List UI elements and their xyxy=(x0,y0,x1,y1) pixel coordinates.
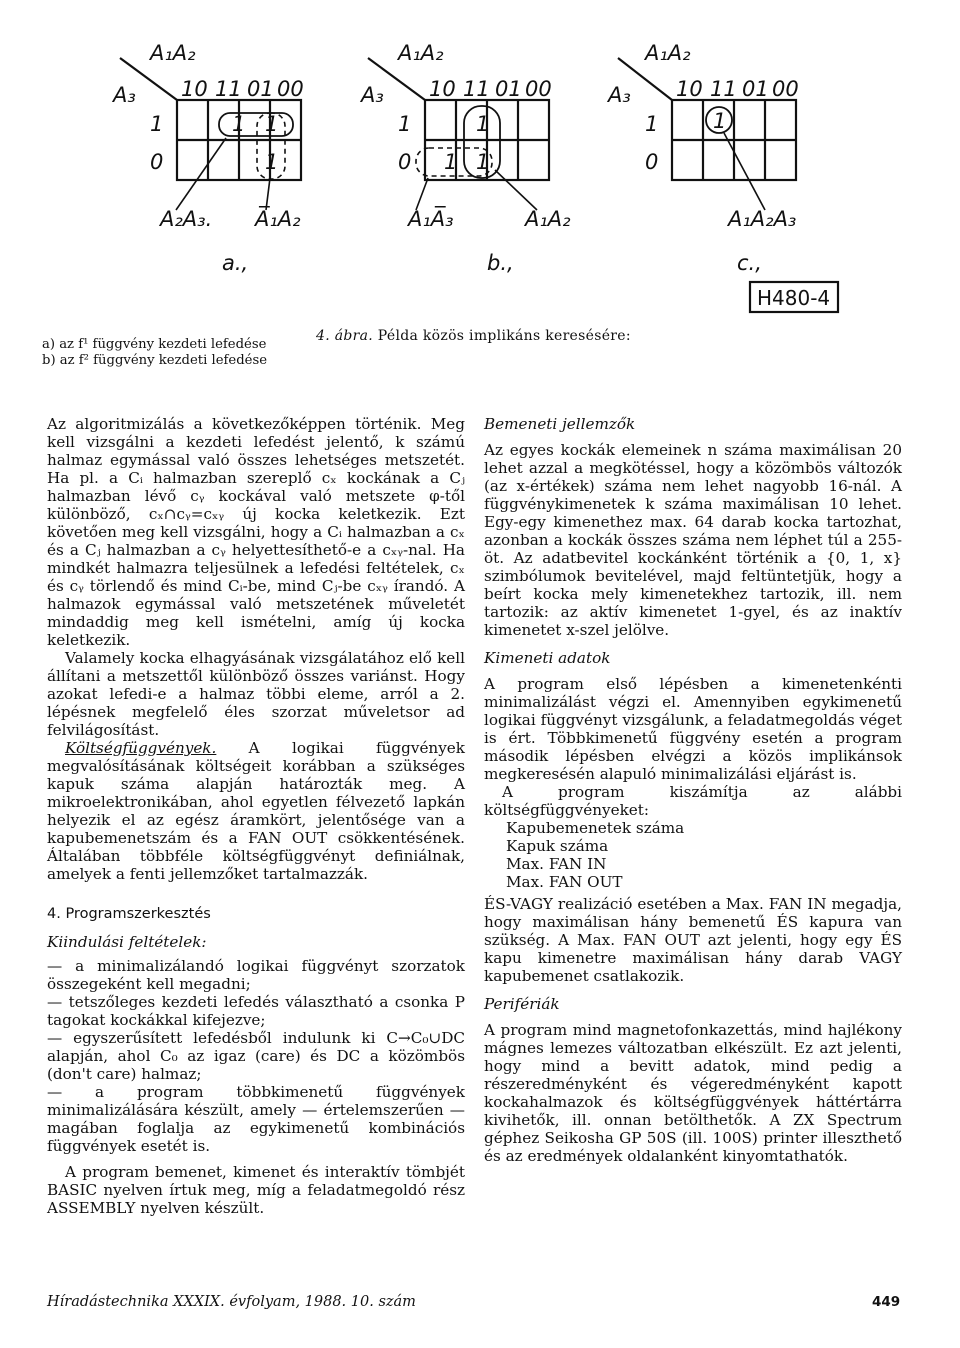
cell-one: 1 xyxy=(713,109,727,133)
bottom-label-b2: A₁A₂ xyxy=(525,207,571,231)
right-paragraph-3: A program kiszámítja az alábbi költségfüggvényeket: xyxy=(484,783,902,819)
cost-function-heading: Költségfüggvények. xyxy=(65,739,217,757)
bottom-label-b1: A₁A̅₃ xyxy=(408,207,454,231)
cost-item: Max. FAN IN xyxy=(506,855,607,873)
left-paragraph-4: A program bemenet, kimenet és interaktív tömbjét BASIC nyelven írtuk meg, míg a feladatmegoldó rész ASSEMBLY nyelven készült. xyxy=(47,1163,465,1217)
list-item: — a minimalizálandó logikai függvényt szorzatok összegeként kell megadni; xyxy=(47,957,465,993)
col-label: 01 xyxy=(742,77,769,101)
row-label: 1 xyxy=(398,112,412,136)
col-label: 11 xyxy=(215,77,242,101)
list-item: — a program többkimenetű függvények minimalizálására készült, amely — értelemszerűen — magában foglalja az egykimenetű kombinációs függvények esetét is. xyxy=(47,1083,465,1155)
side-var-a: A₃ xyxy=(113,83,136,107)
col-label: 00 xyxy=(772,77,799,101)
peripherals-heading: Perifériák xyxy=(484,995,560,1013)
journal-footer: Híradástechnika XXXIX. évfolyam, 1988. 10. szám xyxy=(47,1294,416,1310)
cell-one: 1 xyxy=(444,150,458,174)
row-label: 0 xyxy=(645,150,659,174)
output-heading: Kimeneti adatok xyxy=(484,649,611,667)
list-item: — egyszerűsített lefedésből indulunk ki C→C₀∪DC alapján, ahol C₀ az igaz (care) és DC a közömbös (don't care) halmaz; xyxy=(47,1029,465,1083)
bottom-label-a1: A₂A₃. xyxy=(160,207,213,231)
right-paragraph-4: ÉS-VAGY realizáció esetében a Max. FAN IN megadja, hogy maximálisan hány bemenetű ÉS kapura van szükség. A Max. FAN OUT azt jelenti, hogy egy ÉS kapu kimenetre maximálisan hány darab VAGY kapubemenet csatlakozik. xyxy=(484,895,902,985)
left-column xyxy=(47,415,465,1217)
cost-item: Max. FAN OUT xyxy=(506,873,623,891)
side-var-b: A₃ xyxy=(361,83,384,107)
cell-one: 1 xyxy=(265,150,279,174)
list-item: — tetszőleges kezdeti lefedés választható a csonka P tagokat kockákkal kifejezve; xyxy=(47,993,465,1029)
row-label: 1 xyxy=(645,112,659,136)
col-label: 10 xyxy=(181,77,208,101)
cell-one: 1 xyxy=(232,112,246,136)
col-label: 10 xyxy=(676,77,703,101)
top-var-b: A₁A₂ xyxy=(398,41,444,65)
figure-notes xyxy=(42,337,267,369)
left-paragraph-2: Valamely kocka elhagyásának vizsgálatához elő kell állítani a metszettől különböző összes variánst. Hogy azokat lefedi-e a halmaz többi eleme, arról a 2. lépésnek megfelelő éles szorzat műveletsor ad felvilágosítást. xyxy=(47,649,465,739)
right-column xyxy=(484,415,902,1165)
note-b: b) az f² függvény kezdeti lefedése xyxy=(42,353,268,368)
col-label: 00 xyxy=(277,77,304,101)
bottom-label-a2: A̅₁A₂ xyxy=(255,207,301,231)
cell-one: 1 xyxy=(265,112,279,136)
caption-text: Példa közös implikáns keresésére: xyxy=(377,328,631,344)
bottom-label-c1: A₁A₂A₃ xyxy=(728,207,797,231)
left-paragraph-3 xyxy=(47,739,465,883)
col-label: 00 xyxy=(525,77,552,101)
col-label: 11 xyxy=(463,77,490,101)
right-paragraph-1: Az egyes kockák elemeinek n száma maximálisan 20 lehet azzal a megkötéssel, hogy a közömbös változók (az x-értékek) száma nem lehet nagyobb 16-nál. A függvénykimenetek k száma maximálisan 10 lehet. Egy-egy kimenethez max. 64 darab kocka tartozhat, azonban a kockák összes száma nem léphet túl a 255-öt. Az adatbevitel kockánként történik a {0, 1, x} szimbólumok bevitelével, majd feltüntetjük, hogy a beírt kocka mely kimenetekhez tartozik, ill. nem tartozik: az aktív kimenetet 1-gyel, és az inaktív kimenetet x-szel jelölve. xyxy=(484,441,902,639)
figure-code: H480-4 xyxy=(757,286,831,310)
cost-item: Kapuk száma xyxy=(506,837,609,855)
panel-label-c: c., xyxy=(737,251,762,275)
karnaugh-figure xyxy=(0,0,960,330)
caption-number: 4. ábra. xyxy=(316,328,374,344)
panel-label-b: b., xyxy=(487,251,514,275)
right-paragraph-2: A program első lépésben a kimenetenkénti minimalizálást végzi el. Amennyiben egykimenetű logikai függvényt vizsgálunk, a feladatmegoldás véget is ért. Többkimenetű függvény esetén a program második lépésben elvégzi a közös implikánsok megkeresésén alapuló minimalizálási eljárást is. xyxy=(484,675,902,783)
cost-item: Kapubemenetek száma xyxy=(506,819,685,837)
row-label: 0 xyxy=(398,150,412,174)
panel-label-a: a., xyxy=(222,251,249,275)
cell-one: 1 xyxy=(476,112,490,136)
right-paragraph-5: A program mind magnetofonkazettás, mind hajlékony mágnes lemezes változatban elkészült. Ez azt jelenti, hogy mind a bevitt adatok, mind pedig a részeredményként és végeredményként kapott kockahalmazok és költségfüggvények háttértárra kivihetők, ill. onnan betölthetők. A ZX Spectrum géphez Seikosha GP 50S (ill. 100S) printer illeszthető és az eredmények oldalanként kinyomtathatók. xyxy=(484,1021,902,1165)
section-heading: 4. Programszerkesztés xyxy=(47,906,211,922)
page-number: 449 xyxy=(872,1294,901,1310)
top-var-a: A₁A₂ xyxy=(150,41,196,65)
note-a: a) az f¹ függvény kezdeti lefedése xyxy=(42,337,267,352)
figure-caption xyxy=(316,328,631,344)
col-label: 10 xyxy=(429,77,456,101)
input-heading: Bemeneti jellemzők xyxy=(484,415,636,433)
karnaugh-diagrams xyxy=(0,0,960,330)
col-label: 01 xyxy=(247,77,274,101)
col-label: 11 xyxy=(710,77,737,101)
row-label: 1 xyxy=(150,112,164,136)
row-label: 0 xyxy=(150,150,164,174)
col-label: 01 xyxy=(495,77,522,101)
karnaugh-map-b xyxy=(368,58,549,210)
top-var-c: A₁A₂ xyxy=(645,41,691,65)
left-paragraph-1: Az algoritmizálás a következőképpen történik. Meg kell vizsgálni a kezdeti lefedést jelentő, k számú halmaz egymással való összes lehetséges metszetét. Ha pl. a Cᵢ halmazban szereplő cₓ kockának a Cⱼ halmazban lévő cᵧ kockával való metszete φ-től különböző, cₓ∩cᵧ=cₓᵧ új kocka keletkezik. Ezt követően meg kell vizsgálni, hogy a Cᵢ halmazban a cₓ és a Cⱼ halmazban a cᵧ helyettesíthető-e a cₓᵧ-nal. Ha mindkét halmazra teljesülnek a lefedési feltételek, cₓ és cᵧ törlendő és mind Cᵢ-be, mind Cⱼ-be cₓᵧ írandó. A halmazok egymással való metszetének műveletét mindaddig meg kell ismételni, amíg új kocka keletkezik. xyxy=(47,415,465,649)
cell-one: 1 xyxy=(476,150,490,174)
subsection-heading: Kiindulási feltételek: xyxy=(47,933,207,951)
cost-function-text: A logikai függvények megvalósításának költségeit korábban a szükséges kapuk száma alapján határozták meg. A mikroelektronikában, ahol egyetlen félvezető lapkán helyezik el az egész áramkört, jelentősége van a kapubemenetszám és a FAN OUT csökkentésének. Általában többféle költségfüggvényt definiálnak, amelyek a fenti jellemzőket tartalmazzák. xyxy=(47,739,465,883)
side-var-c: A₃ xyxy=(608,83,631,107)
